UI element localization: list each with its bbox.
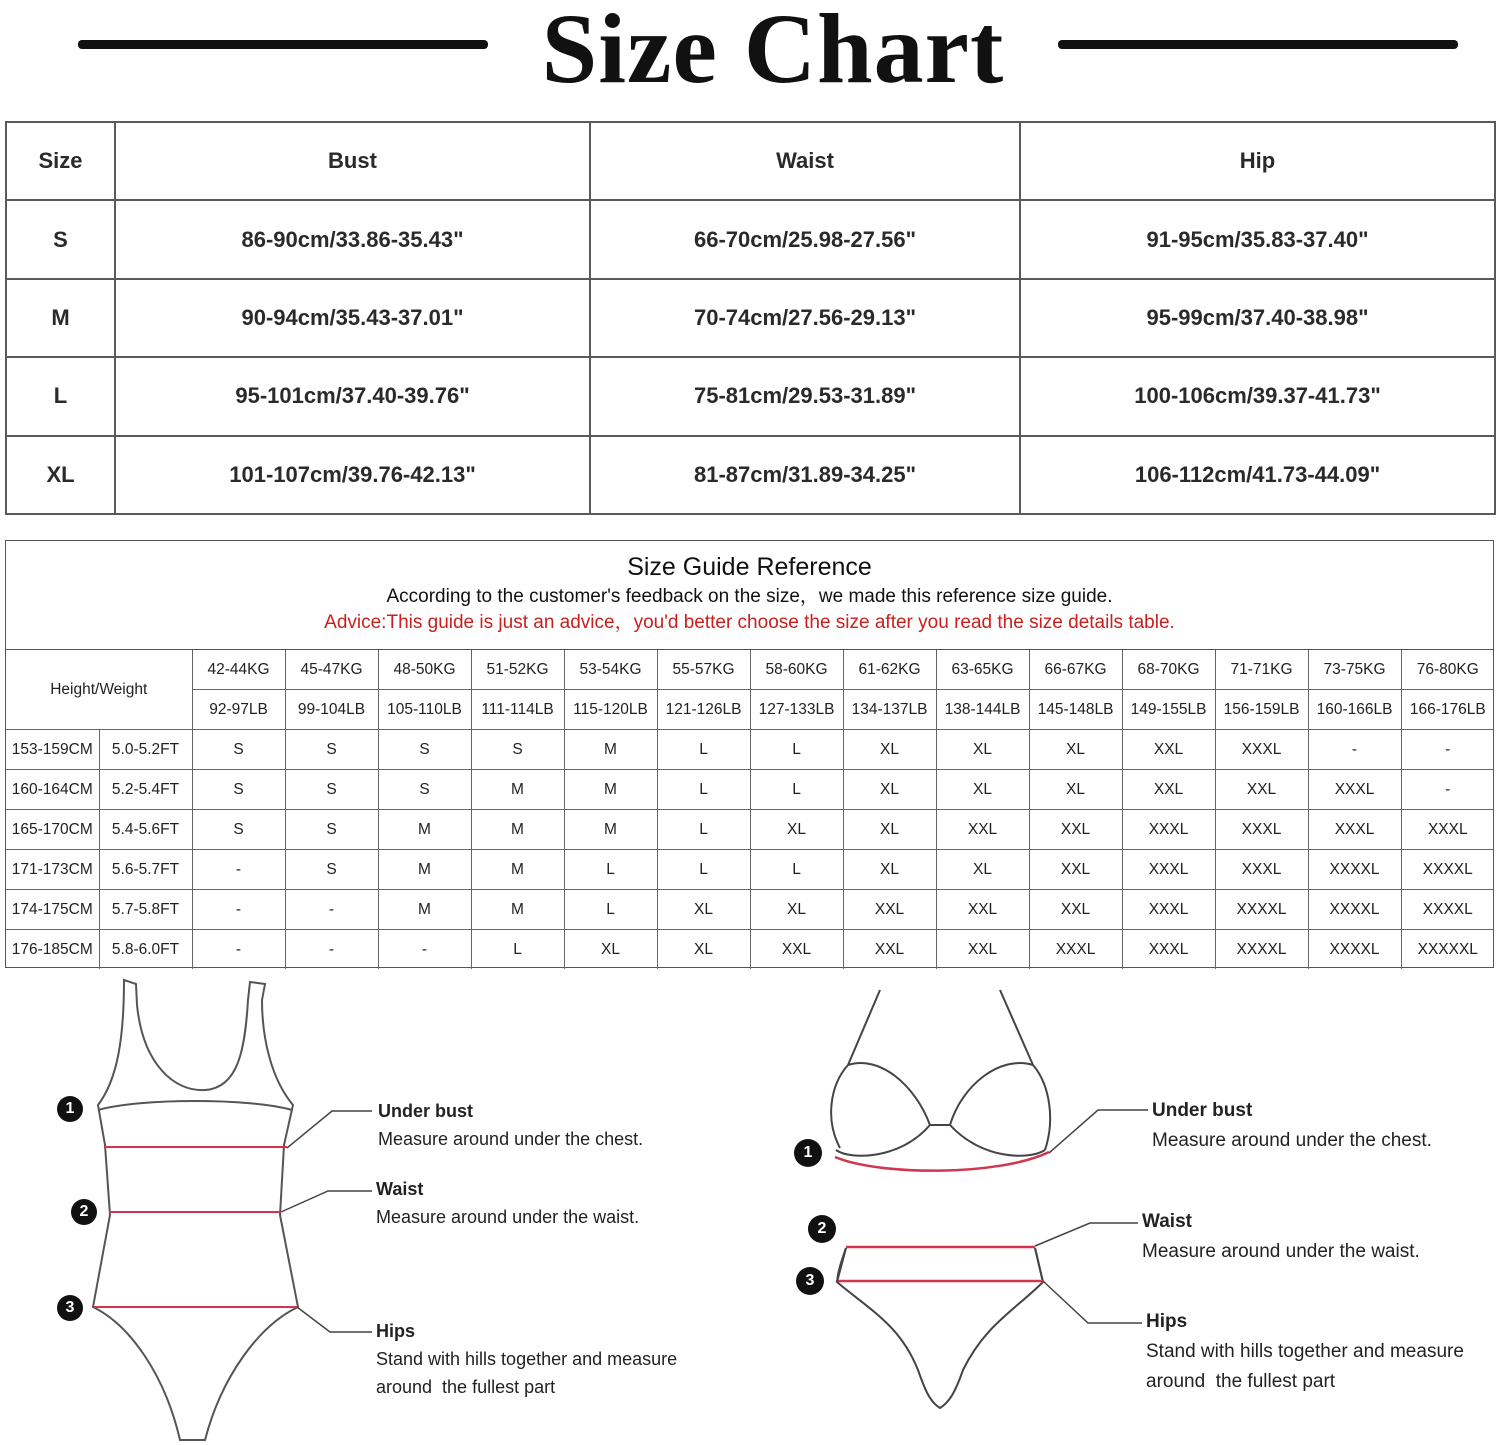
weight-lb-header: 111-114LB <box>471 690 564 730</box>
size-cell: XXXL <box>1122 850 1215 890</box>
weight-kg-header: 61-62KG <box>843 650 936 690</box>
left-strap <box>831 990 880 1148</box>
size-cell: S <box>285 810 378 850</box>
size-cell: XL <box>843 730 936 770</box>
size-cell: XL <box>843 810 936 850</box>
size-cell: - <box>192 930 285 970</box>
size-cell: S <box>285 730 378 770</box>
size-cell: L <box>657 770 750 810</box>
size-cell: XL <box>843 850 936 890</box>
height-ft: 5.8-6.0FT <box>99 930 192 970</box>
size-cell: XXXXL <box>1401 850 1494 890</box>
table-cell: 66-70cm/25.98-27.56" <box>590 200 1020 278</box>
right-hips-text-1: Stand with hills together and measure <box>1146 1341 1464 1362</box>
title-area <box>0 0 1500 104</box>
bikini-marker-2: 2 <box>808 1215 836 1243</box>
size-cell: XXL <box>1215 770 1308 810</box>
weight-kg-row <box>6 650 1494 690</box>
height-cm: 160-164CM <box>6 770 99 810</box>
right-strap <box>1000 990 1050 1150</box>
marker-1: 1 <box>57 1096 83 1122</box>
weight-lb-header: 134-137LB <box>843 690 936 730</box>
size-cell: XXXL <box>1122 930 1215 970</box>
size-cell: L <box>564 850 657 890</box>
right-hips-heading: Hips <box>1146 1311 1188 1332</box>
measurement-diagrams <box>0 970 1500 1445</box>
marker-3: 3 <box>57 1295 83 1321</box>
weight-lb-header: 145-148LB <box>1029 690 1122 730</box>
size-cell: XXL <box>936 930 1029 970</box>
guide-row <box>6 890 1494 930</box>
size-cell: XL <box>936 730 1029 770</box>
height-ft: 5.6-5.7FT <box>99 850 192 890</box>
size-cell: XXXL <box>1215 810 1308 850</box>
weight-lb-header: 160-166LB <box>1308 690 1401 730</box>
page-title: Size Chart <box>541 0 1005 104</box>
size-cell: - <box>285 890 378 930</box>
size-cell: XL <box>1029 770 1122 810</box>
left-hips-heading: Hips <box>376 1321 416 1341</box>
size-cell: S <box>192 810 285 850</box>
size-cell: XL <box>750 810 843 850</box>
size-cell: M <box>378 810 471 850</box>
left-underbust-text: Measure around under the chest. <box>378 1129 644 1149</box>
table-cell: 86-90cm/33.86-35.43" <box>115 200 590 278</box>
size-cell: XL <box>657 930 750 970</box>
size-cell: XL <box>936 850 1029 890</box>
size-guide-advice: Advice:This guide is just an advice，you'd better choose the size after you read the size details table. <box>324 612 1175 633</box>
size-cell: - <box>285 930 378 970</box>
height-cm: 174-175CM <box>6 890 99 930</box>
bikini-marker-3: 3 <box>796 1267 824 1295</box>
one-piece-swimsuit-illustration <box>93 980 298 1440</box>
marker-2: 2 <box>71 1199 97 1225</box>
height-ft: 5.0-5.2FT <box>99 730 192 770</box>
guide-row <box>6 810 1494 850</box>
size-cell: - <box>192 850 285 890</box>
weight-lb-header: 166-176LB <box>1401 690 1494 730</box>
size-cell: M <box>378 890 471 930</box>
size-cell: L <box>657 730 750 770</box>
size-cell: XL <box>564 930 657 970</box>
table-cell: XL <box>6 436 115 514</box>
guide-row <box>6 730 1494 770</box>
weight-lb-header: 105-110LB <box>378 690 471 730</box>
size-cell: M <box>564 810 657 850</box>
table-cell: 95-101cm/37.40-39.76" <box>115 357 590 435</box>
height-ft: 5.2-5.4FT <box>99 770 192 810</box>
size-cell: XL <box>843 770 936 810</box>
left-cup <box>836 1063 930 1156</box>
table-cell: 100-106cm/39.37-41.73" <box>1020 357 1495 435</box>
column-header: Size <box>6 122 115 200</box>
size-cell: XXL <box>1029 890 1122 930</box>
size-cell: L <box>750 770 843 810</box>
size-cell: S <box>285 770 378 810</box>
weight-kg-header: 53-54KG <box>564 650 657 690</box>
bikini-illustration <box>831 990 1050 1408</box>
right-waist-text: Measure around under the waist. <box>1142 1241 1420 1262</box>
guide-row <box>6 770 1494 810</box>
weight-kg-header: 45-47KG <box>285 650 378 690</box>
size-cell: L <box>564 890 657 930</box>
left-hips-text-1: Stand with hills together and measure <box>376 1349 678 1369</box>
size-cell: XXXXL <box>1308 850 1401 890</box>
table-cell: 106-112cm/41.73-44.09" <box>1020 436 1495 514</box>
size-guide-table <box>6 650 1494 969</box>
size-cell: M <box>471 810 564 850</box>
table-row <box>6 279 1495 357</box>
weight-kg-header: 48-50KG <box>378 650 471 690</box>
size-cell: XXXL <box>1029 930 1122 970</box>
bottom-band <box>837 1248 1043 1282</box>
size-cell: M <box>471 850 564 890</box>
size-cell: L <box>750 730 843 770</box>
size-cell: - <box>1401 770 1494 810</box>
left-hips-label <box>376 1317 677 1401</box>
height-cm: 165-170CM <box>6 810 99 850</box>
size-cell: S <box>192 770 285 810</box>
bikini-marker-1: 1 <box>794 1139 822 1167</box>
column-header: Hip <box>1020 122 1495 200</box>
size-cell: XXXL <box>1401 810 1494 850</box>
left-underbust-label <box>378 1097 643 1153</box>
column-header: Bust <box>115 122 590 200</box>
size-cell: M <box>378 850 471 890</box>
size-guide <box>5 540 1494 968</box>
column-header: Waist <box>590 122 1020 200</box>
size-cell: XXXL <box>1122 890 1215 930</box>
corner-label: Height/Weight <box>6 650 192 730</box>
size-cell: XXL <box>1122 730 1215 770</box>
right-underbust-label <box>1152 1096 1432 1156</box>
left-underbust-heading: Under bust <box>378 1101 474 1121</box>
size-table <box>5 121 1496 515</box>
size-cell: - <box>1401 730 1494 770</box>
left-waist-label <box>376 1175 639 1231</box>
weight-lb-header: 156-159LB <box>1215 690 1308 730</box>
size-cell: XL <box>1029 730 1122 770</box>
weight-lb-header: 121-126LB <box>657 690 750 730</box>
table-cell: 90-94cm/35.43-37.01" <box>115 279 590 357</box>
guide-row <box>6 930 1494 970</box>
table-cell: 81-87cm/31.89-34.25" <box>590 436 1020 514</box>
size-cell: L <box>657 810 750 850</box>
height-ft: 5.7-5.8FT <box>99 890 192 930</box>
left-waist-text: Measure around under the waist. <box>376 1207 640 1227</box>
right-waist-heading: Waist <box>1142 1211 1192 1232</box>
right-underbust-text: Measure around under the chest. <box>1152 1130 1432 1151</box>
size-cell: XXXXL <box>1308 890 1401 930</box>
size-cell: XL <box>657 890 750 930</box>
right-hips-text-2: around the fullest part <box>1146 1371 1336 1392</box>
underbust-seam <box>98 1101 292 1110</box>
size-cell: L <box>471 930 564 970</box>
height-ft: 5.4-5.6FT <box>99 810 192 850</box>
weight-kg-header: 58-60KG <box>750 650 843 690</box>
size-cell: XXXL <box>1215 730 1308 770</box>
size-cell: XXXL <box>1308 810 1401 850</box>
size-cell: XXXXL <box>1215 930 1308 970</box>
table-row <box>6 200 1495 278</box>
size-cell: XL <box>750 890 843 930</box>
weight-kg-header: 71-71KG <box>1215 650 1308 690</box>
weight-kg-header: 76-80KG <box>1401 650 1494 690</box>
table-cell: M <box>6 279 115 357</box>
size-cell: M <box>471 890 564 930</box>
weight-kg-header: 73-75KG <box>1308 650 1401 690</box>
size-cell: XXXXXL <box>1401 930 1494 970</box>
height-cm: 171-173CM <box>6 850 99 890</box>
weight-lb-header: 149-155LB <box>1122 690 1215 730</box>
size-guide-title: Size Guide Reference <box>627 553 872 581</box>
weight-lb-header: 127-133LB <box>750 690 843 730</box>
right-underbust-heading: Under bust <box>1152 1100 1253 1121</box>
weight-kg-header: 42-44KG <box>192 650 285 690</box>
left-waist-heading: Waist <box>376 1179 424 1199</box>
size-guide-subtitle: According to the customer's feedback on the size，we made this reference size guide. <box>386 586 1113 607</box>
size-cell: XXXL <box>1122 810 1215 850</box>
table-cell: 101-107cm/39.76-42.13" <box>115 436 590 514</box>
weight-kg-header: 55-57KG <box>657 650 750 690</box>
size-cell: S <box>285 850 378 890</box>
size-cell: XXXXL <box>1308 930 1401 970</box>
weight-kg-header: 51-52KG <box>471 650 564 690</box>
header-row <box>6 122 1495 200</box>
table-cell: L <box>6 357 115 435</box>
weight-kg-header: 66-67KG <box>1029 650 1122 690</box>
weight-kg-header: 63-65KG <box>936 650 1029 690</box>
size-cell: M <box>564 770 657 810</box>
size-cell: - <box>192 890 285 930</box>
left-hips-text-2: around the fullest part <box>376 1377 556 1397</box>
size-cell: XXL <box>750 930 843 970</box>
bottom-outline <box>837 1248 1043 1408</box>
swimsuit-outline <box>93 980 298 1440</box>
height-cm: 153-159CM <box>6 730 99 770</box>
size-cell: XXXL <box>1308 770 1401 810</box>
table-cell: 70-74cm/27.56-29.13" <box>590 279 1020 357</box>
size-cell: S <box>471 730 564 770</box>
right-cup <box>950 1063 1045 1156</box>
table-row <box>6 436 1495 514</box>
size-cell: S <box>378 730 471 770</box>
table-cell: 95-99cm/37.40-38.98" <box>1020 279 1495 357</box>
guide-row <box>6 850 1494 890</box>
table-cell: 75-81cm/29.53-31.89" <box>590 357 1020 435</box>
right-waist-label <box>1142 1207 1420 1267</box>
height-cm: 176-185CM <box>6 930 99 970</box>
size-cell: XXXXL <box>1401 890 1494 930</box>
table-row <box>6 357 1495 435</box>
size-cell: - <box>378 930 471 970</box>
left-leader-lines <box>281 1111 372 1332</box>
size-cell: XXL <box>1122 770 1215 810</box>
size-cell: XXXL <box>1215 850 1308 890</box>
size-cell: - <box>1308 730 1401 770</box>
size-cell: S <box>378 770 471 810</box>
weight-lb-row <box>6 690 1494 730</box>
weight-lb-header: 99-104LB <box>285 690 378 730</box>
size-guide-header <box>6 541 1493 650</box>
right-leader-lines <box>1035 1110 1148 1323</box>
size-cell: L <box>750 850 843 890</box>
size-cell: M <box>471 770 564 810</box>
right-hips-label <box>1146 1307 1464 1397</box>
table-cell: 91-95cm/35.83-37.40" <box>1020 200 1495 278</box>
weight-kg-header: 68-70KG <box>1122 650 1215 690</box>
size-cell: XXL <box>843 890 936 930</box>
size-cell: XXL <box>936 810 1029 850</box>
size-cell: S <box>192 730 285 770</box>
size-cell: XXL <box>1029 850 1122 890</box>
size-cell: XXL <box>843 930 936 970</box>
weight-lb-header: 92-97LB <box>192 690 285 730</box>
title-rule-left <box>78 40 488 49</box>
weight-lb-header: 138-144LB <box>936 690 1029 730</box>
size-cell: L <box>657 850 750 890</box>
size-cell: XXXXL <box>1215 890 1308 930</box>
title-rule-right <box>1058 40 1458 49</box>
table-cell: S <box>6 200 115 278</box>
size-cell: M <box>564 730 657 770</box>
size-cell: XXL <box>1029 810 1122 850</box>
weight-lb-header: 115-120LB <box>564 690 657 730</box>
size-cell: XXL <box>936 890 1029 930</box>
size-cell: XL <box>936 770 1029 810</box>
